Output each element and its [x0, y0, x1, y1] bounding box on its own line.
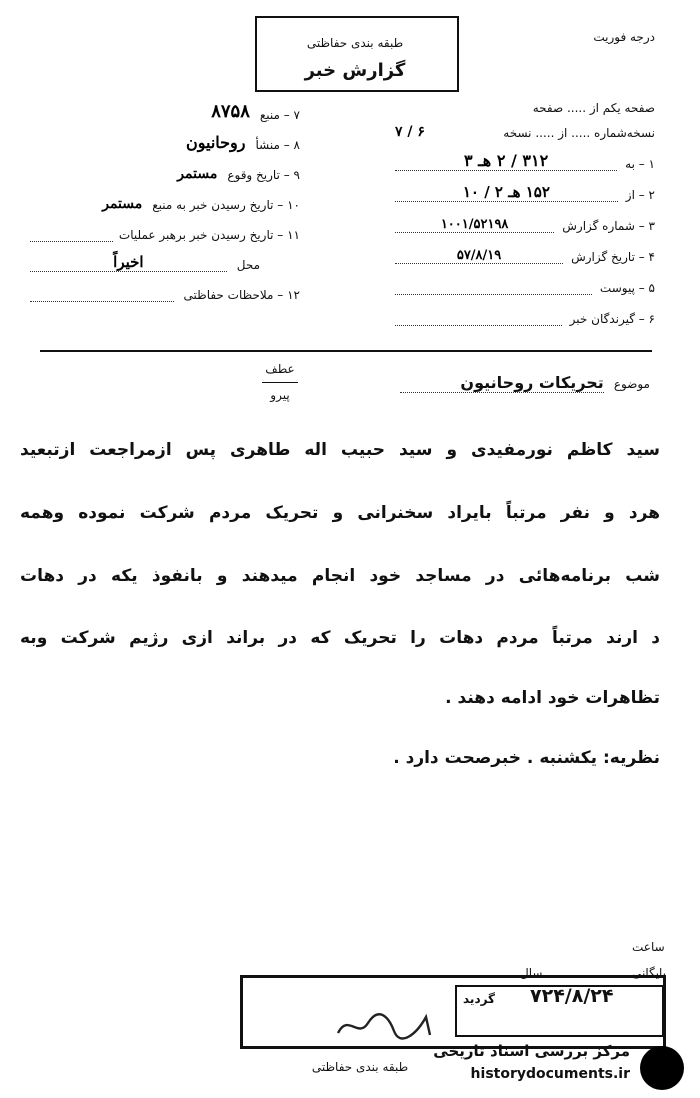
- field-arrival-source-value: مستمر: [102, 196, 143, 212]
- field-attachment: ۵ – پیوست: [395, 264, 655, 295]
- stamp-to-label: بایگانی: [632, 966, 666, 980]
- field-from: ۲ – از ۱۵۲ هـ ۲ / ۱۰: [395, 171, 655, 202]
- field-to: ۱ – به ۳۱۲ / ۲ هـ ۳: [395, 140, 655, 171]
- right-fields: [395, 90, 655, 326]
- ref-bottom: پیرو: [270, 388, 290, 402]
- ref-top: عطف: [265, 362, 295, 376]
- field-origin: ۸ – منشأ روحانیون: [30, 122, 300, 152]
- field-page: صفحه یکم از ..... صفحه: [532, 101, 655, 115]
- subject-value: تحریکات روحانیون: [400, 373, 604, 393]
- field-source-value: ۸۷۵۸: [211, 101, 250, 122]
- body-line: سید کاظم نورمفیدی و سید حبیب اله طاهری پس ازمراجعت ازتبعید: [20, 440, 660, 460]
- stamp-year-label: سال: [520, 966, 543, 980]
- body-line: هرد و نفر مرتباً بایراد سخنرانی و تحریک مردم شرکت نموده وهمه: [20, 503, 660, 523]
- subject-label: موضوع: [613, 377, 650, 391]
- watermark-title: مرکز بررسی اسناد تاریخی: [433, 1042, 630, 1060]
- stamp-registered-text: گردید: [463, 992, 496, 1006]
- field-arrival-ops-value: [30, 241, 113, 242]
- field-attachment-value: [395, 294, 592, 295]
- field-report-date-value: ۵۷/۸/۱۹: [395, 248, 563, 264]
- field-security-notes-value: [30, 301, 174, 302]
- field-occurrence-date-value: مستمر: [177, 166, 218, 182]
- field-location: محل اخیراً: [30, 242, 300, 272]
- report-title: گزارش خبر: [304, 60, 406, 81]
- field-report-date: ۴ – تاریخ گزارش ۵۷/۸/۱۹: [395, 233, 655, 264]
- field-copy-value: ۶ / ۷: [395, 124, 425, 140]
- field-report-number-value: ۱۰۰۱/۵۲۱۹۸: [395, 217, 554, 233]
- stamp-hour-label: ساعت: [632, 940, 665, 954]
- body-line: شب برنامه‌هائی در مساجد خود انجام میدهند و بانفوذ یکه در دهات: [20, 566, 660, 586]
- body-line-last: تظاهرات خود ادامه دهند .: [445, 688, 660, 708]
- field-from-value: ۱۵۲ هـ ۲ / ۱۰: [395, 183, 618, 202]
- ref-divider: [262, 382, 298, 383]
- priority-label: درجه فوریت: [593, 30, 655, 44]
- field-arrival-ops: ۱۱ – تاریخ رسیدن خبر برهبر عملیات: [30, 212, 300, 242]
- field-report-number: ۳ – شماره گزارش ۱۰۰۱/۵۲۱۹۸: [395, 202, 655, 233]
- classification-label: طبقه بندی حفاظتی: [306, 36, 404, 50]
- footer-classification-label: طبقه بندی حفاظتی: [311, 1060, 409, 1074]
- subject-row: [400, 373, 650, 393]
- watermark-url: historydocuments.ir: [470, 1066, 630, 1082]
- body-line: د ارند مرتباً مردم دهات را تحریک که در براند ازی رژیم شرکت وبه: [20, 628, 660, 648]
- field-location-value: اخیراً: [30, 253, 227, 272]
- comment-text: نظریه: یکشنبه . خبرصحت دارد .: [393, 748, 660, 768]
- field-arrival-source: ۱۰ – تاریخ رسیدن خبر به منبع مستمر: [30, 182, 300, 212]
- field-to-value: ۳۱۲ / ۲ هـ ۳: [395, 151, 617, 171]
- field-copy: نسخه‌شماره ..... از ..... نسخه ۶ / ۷: [395, 124, 655, 140]
- field-source: ۷ – منبع ۸۷۵۸: [30, 95, 300, 122]
- signature: [330, 1005, 440, 1043]
- field-recipients: ۶ – گیرندگان خبر: [395, 295, 655, 326]
- stamp-date: ۷۲۴/۸/۲۴: [530, 985, 614, 1007]
- field-origin-value: روحانیون: [185, 133, 246, 152]
- header-divider: [40, 350, 652, 352]
- left-fields: [30, 95, 300, 302]
- archive-logo-icon: [640, 1046, 684, 1090]
- field-occurrence-date: ۹ – تاریخ وقوع مستمر: [30, 152, 300, 182]
- field-security-notes: ۱۲ – ملاحظات حفاظتی: [30, 272, 300, 302]
- field-recipients-value: [395, 325, 562, 326]
